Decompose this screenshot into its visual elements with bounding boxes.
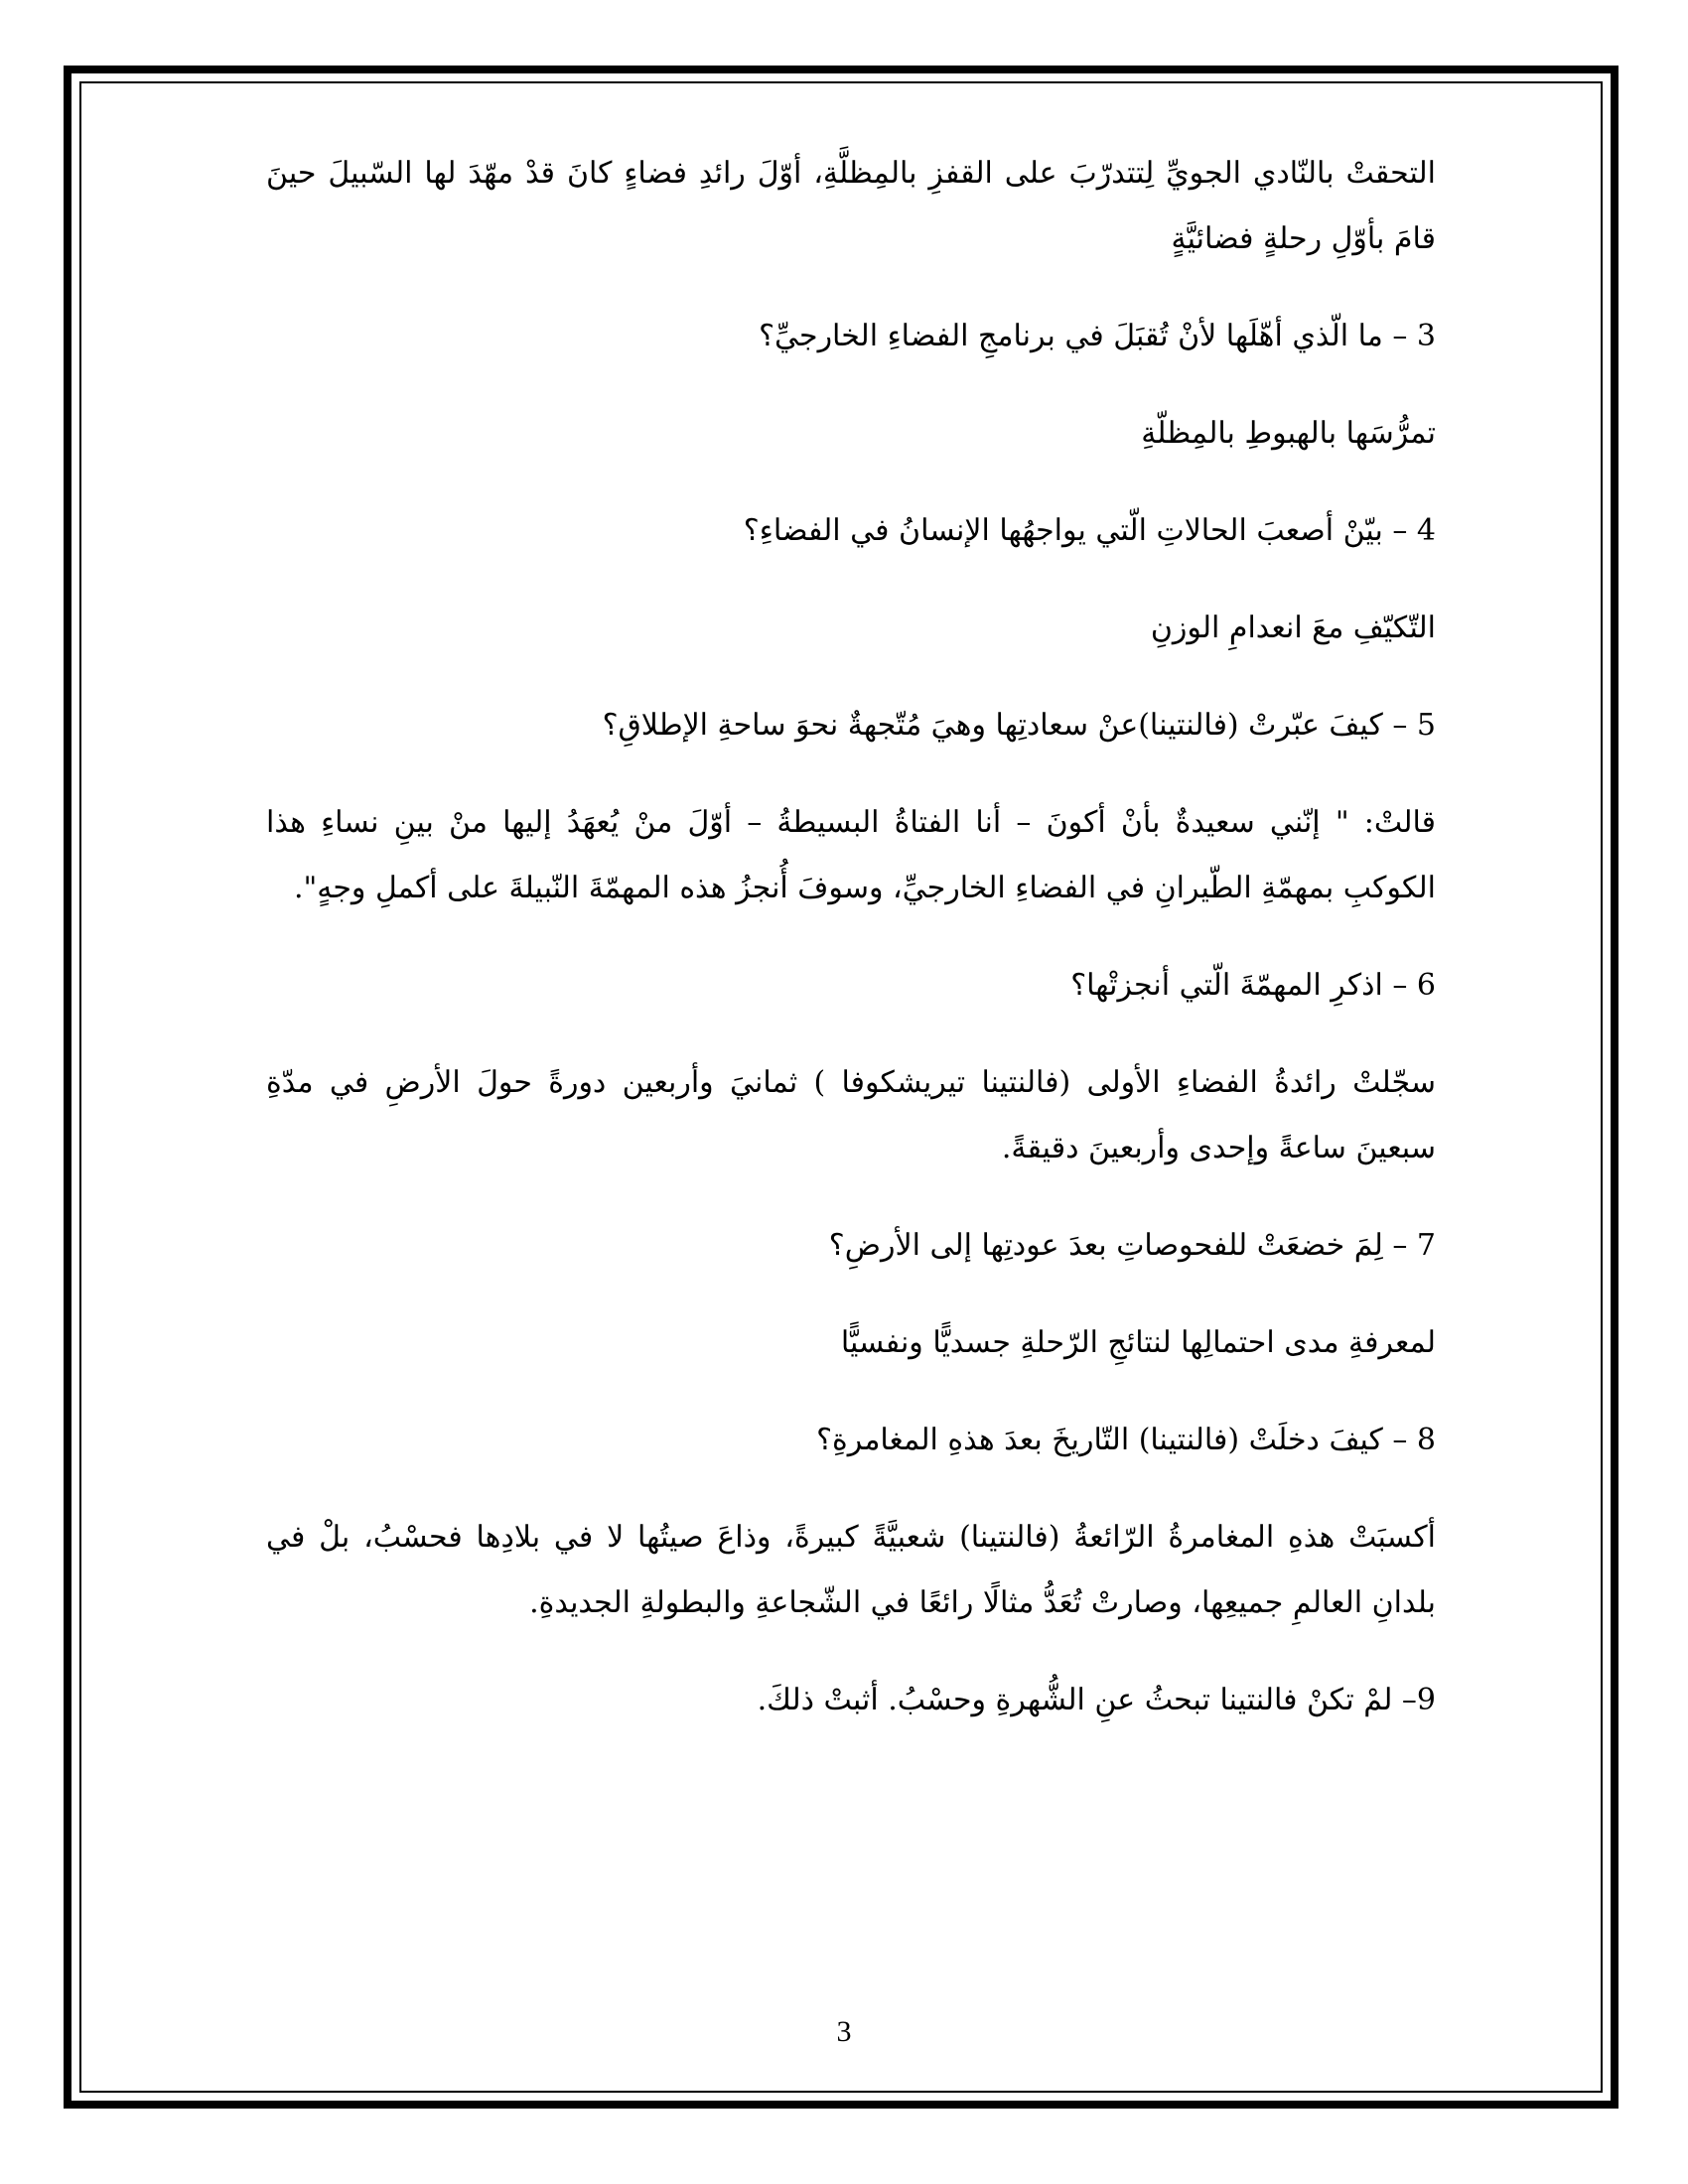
answer-2-continued: التحقتْ بالنّادي الجويِّ لِتتدرّبَ على القفزِ بالمِظلَّةِ، أوّلَ رائدِ فضاءٍ كانَ قدْ مهّدَ لها السّبيلَ حينَ قامَ بأوّلِ رحلةٍ فضائيَّةٍ (266, 156, 1436, 256)
question-4: 4 – بيّنْ أصعبَ الحالاتِ الّتي يواجهُها الإنسانُ في الفضاءِ؟ (743, 513, 1436, 548)
answer-4: التّكيّفِ معَ انعدامِ الوزنِ (1150, 611, 1436, 645)
question-8: 8 – كيفَ دخلَتْ (فالنتينا) التّاريخَ بعدَ هذهِ المغامرةِ؟ (816, 1423, 1436, 1457)
answer-3: تمرُّسَها بالهبوطِ بالمِظلّةِ (1141, 416, 1436, 451)
answer-8: أكسبَتْ هذهِ المغامرةُ الرّائعةُ (فالنتينا) شعبيَّةً كبيرةً، وذاعَ صيتُها لا في بلادِها فحسْبُ، بلْ في بلدانِ العالمِ جميعِها، وصارتْ تُعَدُّ مثالًا رائعًا في الشّجاعةِ والبطولةِ الجديدةِ. (266, 1520, 1436, 1620)
answer-5: قالتْ: " إنّني سعيدةٌ بأنْ أكونَ – أنا الفتاةُ البسيطةُ – أوّلَ منْ يُعهَدُ إليها منْ بينِ نساءِ هذا الكوكبِ بمهمّةِ الطّيرانِ في الفضاءِ الخارجيِّ، وسوفَ أُنجزُ هذه المهمّةَ النّبيلةَ على أكملِ وجهٍ". (266, 805, 1436, 905)
question-7: 7 – لِمَ خضعَتْ للفحوصاتِ بعدَ عودتِها إلى الأرضِ؟ (828, 1228, 1436, 1263)
answer-6: سجّلتْ رائدةُ الفضاءِ الأولى (فالنتينا تيريشكوفا ) ثمانيَ وأربعين دورةً حولَ الأرضِ في مدّةِ سبعينَ ساعةً وإحدى وأربعينَ دقيقةً. (266, 1065, 1436, 1165)
question-9: 9– لمْ تكنْ فالنتينا تبحثُ عنِ الشُّهرةِ وحسْبُ. أثبتْ ذلكَ. (757, 1683, 1436, 1717)
page-number: 3 (836, 2015, 852, 2048)
answer-7: لمعرفةِ مدى احتمالِها لنتائجِ الرّحلةِ جسديًّا ونفسيًّا (840, 1325, 1436, 1360)
question-3: 3 – ما الّذي أهّلَها لأنْ تُقبَلَ في برنامجِ الفضاءِ الخارجيِّ؟ (759, 319, 1436, 353)
worksheet-content (266, 141, 1436, 1733)
question-5: 5 – كيفَ عبّرتْ (فالنتينا)عنْ سعادتِها وهيَ مُتّجهةٌ نحوَ ساحةِ الإطلاقِ؟ (602, 708, 1436, 743)
question-6: 6 – اذكرِ المهمّةَ الّتي أنجزتْها؟ (1070, 968, 1436, 1003)
